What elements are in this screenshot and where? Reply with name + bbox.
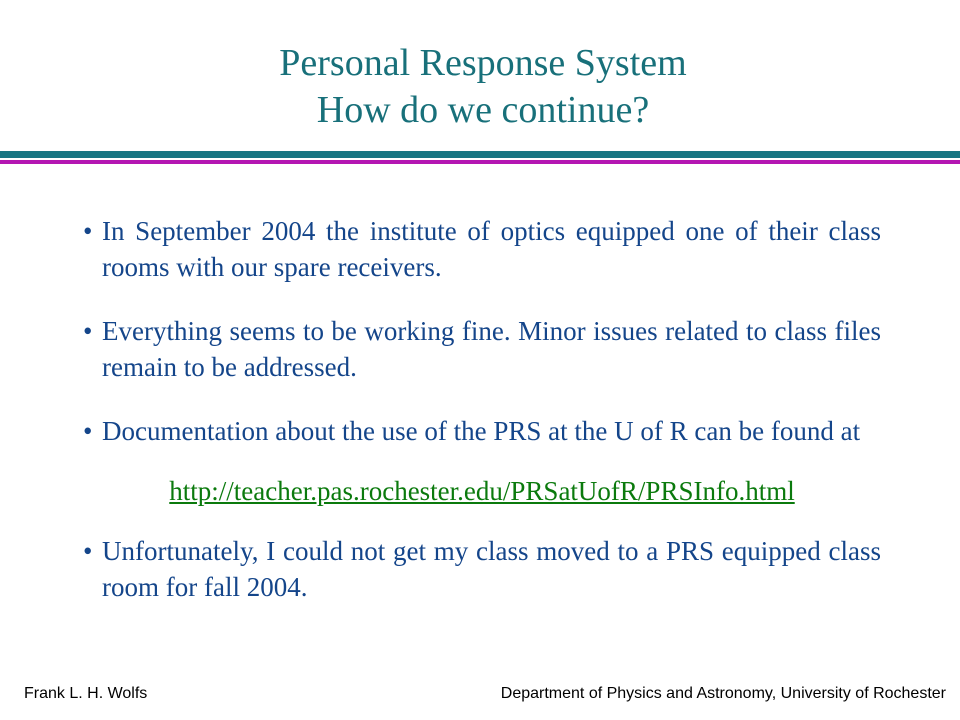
link-line [83,473,881,509]
bullet-item [83,533,881,605]
bullet-text: In September 2004 the institute of optics equipped one of their class rooms with our spare receivers. [102,216,881,282]
bullet-item [83,413,881,449]
bullet-dot: • [83,416,93,446]
prs-info-link[interactable]: http://teacher.pas.rochester.edu/PRSatUofR/PRSInfo.html [169,476,795,506]
bullet-text: Documentation about the use of the PRS at the U of R can be found at [102,416,861,446]
footer-author: Frank L. H. Wolfs [24,685,148,702]
footer-department: Department of Physics and Astronomy, University of Rochester [500,685,946,702]
bullet-item [83,313,881,385]
bullet-list [83,213,881,635]
divider-teal [0,151,960,158]
bullet-item [83,213,881,285]
slide-title [0,40,960,134]
title-line-2: How do we continue? [316,89,650,131]
bullet-text: Unfortunately, I could not get my class moved to a PRS equipped class room for fall 2004. [102,536,881,602]
bullet-dot: • [83,216,93,246]
bullet-text: Everything seems to be working fine. Minor issues related to class files remain to be addressed. [102,316,881,382]
bullet-dot: • [83,316,93,346]
title-line-1: Personal Response System [279,42,687,84]
bullet-dot: • [83,536,93,566]
divider-magenta [0,160,960,164]
